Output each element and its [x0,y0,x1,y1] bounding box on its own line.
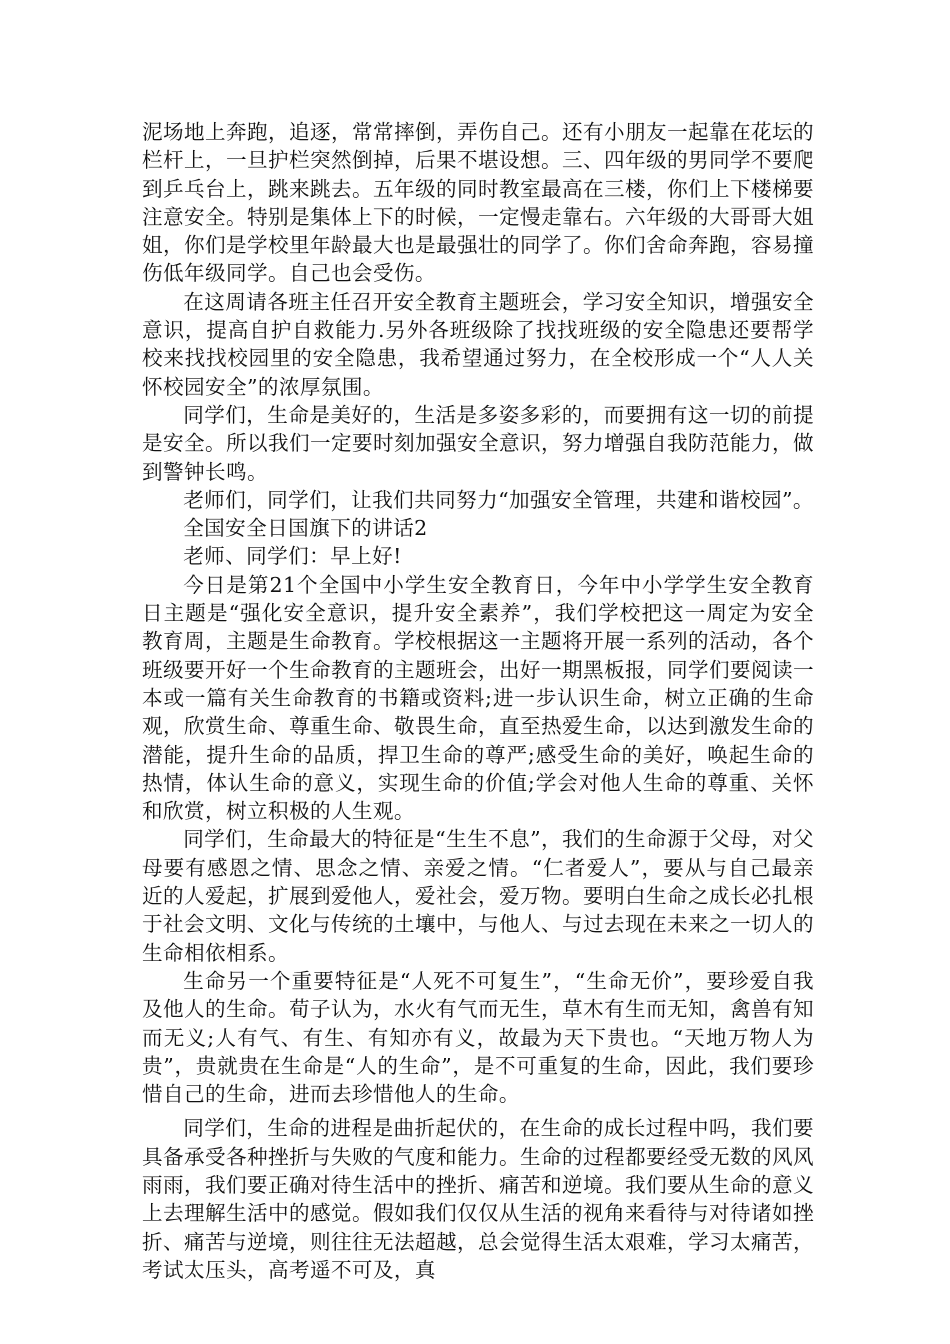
paragraph-life-beautiful: 同学们，生命是美好的，生活是多姿多彩的，而要拥有这一切的前提是安全。所以我们一定要时刻加强安全意识，努力增强自我防范能力，做到警钟长鸣。 [142,402,814,484]
greeting: 老师、同学们：早上好! [183,544,402,569]
paragraph-life-process: 同学们，生命的进程是曲折起伏的，在生命的成长过程中吗，我们要具备承受各种挫折与失败的气度和能力。生命的过程都要经受无数的风风雨雨，我们要正确对待生活中的挫折、痛苦和逆境。我们要从生命的意义上去理解生活中的感觉。假如我们仅仅从生活的视角来看待与对待诸如挫折、痛苦与逆境，则往往无法超越，总会觉得生活太艰难，学习太痛苦，考试太压头，高考遥不可及，真 [142,1116,814,1282]
paragraph-class-meeting: 在这周请各班主任召开安全教育主题班会，学习安全知识，增强安全意识，提高自护自救能力.另外各班级除了找找班级的安全隐患还要帮学校来找找校园里的安全隐患，我希望通过努力，在全校形成一个“人人关怀校园安全”的浓厚氛围。 [142,289,814,399]
document-page [142,118,814,1284]
paragraph-safety-day: 今日是第21个全国中小学生安全教育日，今年中小学学生安全教育日主题是“强化安全意识，提升安全素养”，我们学校把这一周定为安全教育周，主题是生命教育。学校根据这一主题将开展一系列的活动，各个班级要开好一个生命教育的主题班会，出好一期黑板报，同学们要阅读一本或一篇有关生命教育的书籍或资料;进一步认识生命，树立正确的生命观，欣赏生命、尊重生命、敬畏生命，直至热爱生命，以达到激发生命的潜能，提升生命的品质，捍卫生命的尊严;感受生命的美好，唤起生命的热情，体认生命的意义，实现生命的价值;学会对他人生命的尊重、关怀和欣赏，树立积极的人生观。 [142,572,814,824]
paragraph-closing-call: 老师们，同学们，让我们共同努力“加强安全管理，共建和谐校园”。 [183,487,814,512]
section-title: 全国安全日国旗下的讲话2 [183,516,428,541]
paragraph-life-feature: 同学们，生命最大的特征是“生生不息”，我们的生命源于父母，对父母要有感恩之情、思念之情、亲爱之情。“仁者爱人”，要从与自己最亲近的人爱起，扩展到爱他人，爱社会，爱万物。要明白生命之成长必扎根于社会文明、文化与传统的土壤中，与他人、与过去现在未来之一切人的生命相依相系。 [142,827,814,965]
paragraph-continued: 泥场地上奔跑，追逐，常常摔倒，弄伤自己。还有小朋友一起靠在花坛的栏杆上，一旦护栏突然倒掉，后果不堪设想。三、四年级的男同学不要爬到乒乓台上，跳来跳去。五年级的同时教室最高在三楼，你们上下楼梯要注意安全。特别是集体上下的时候，一定慢走靠右。六年级的大哥哥大姐姐，你们是学校里年龄最大也是最强壮的同学了。你们舍命奔跑，容易撞伤低年级同学。自己也会受伤。 [142,120,814,286]
paragraph-life-priceless: 生命另一个重要特征是“人死不可复生”，“生命无价”，要珍爱自我及他人的生命。荀子认为，水火有气而无生，草木有生而无知，禽兽有知而无义;人有气、有生、有知亦有义，故最为天下贵也。“天地万物人为贵”，贵就贵在生命是“人的生命”，是不可重复的生命，因此，我们要珍惜自己的生命，进而去珍惜他人的生命。 [142,968,814,1107]
